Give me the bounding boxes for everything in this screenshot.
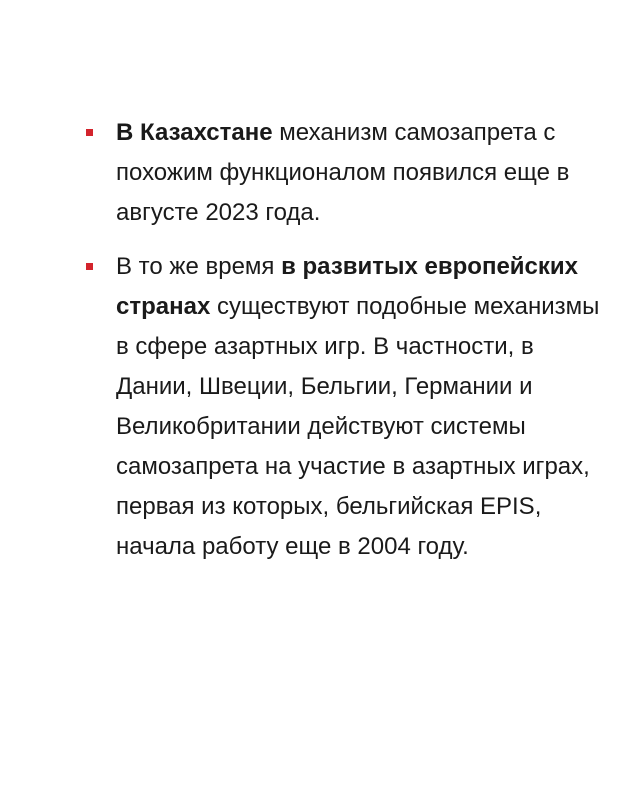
bullet-item-europe — [86, 247, 606, 567]
bullet-list — [86, 113, 606, 581]
bullet-2-text-before: В то же время — [116, 253, 282, 280]
bullet-item-kazakhstan — [86, 113, 606, 233]
bullet-2-bold-phrase: в развитых европейских странах — [116, 253, 578, 320]
red-square-bullet-icon — [86, 129, 93, 136]
bullet-1-text: механизм самозапрета с похожим функционалом появился еще в августе 2023 года. — [116, 119, 570, 226]
bullet-2-text-after: существуют подобные механизмы в сфере азартных игр. В частности, в Дании, Швеции, Бельгии, Германии и Великобритании действуют системы самозапрета на участие в азартных играх, первая из которых, бельгийская EPIS, начала работу еще в 2004 году. — [116, 293, 600, 560]
bullet-1-bold-lead: В Казахстане — [116, 119, 273, 146]
red-square-bullet-icon — [86, 263, 93, 270]
